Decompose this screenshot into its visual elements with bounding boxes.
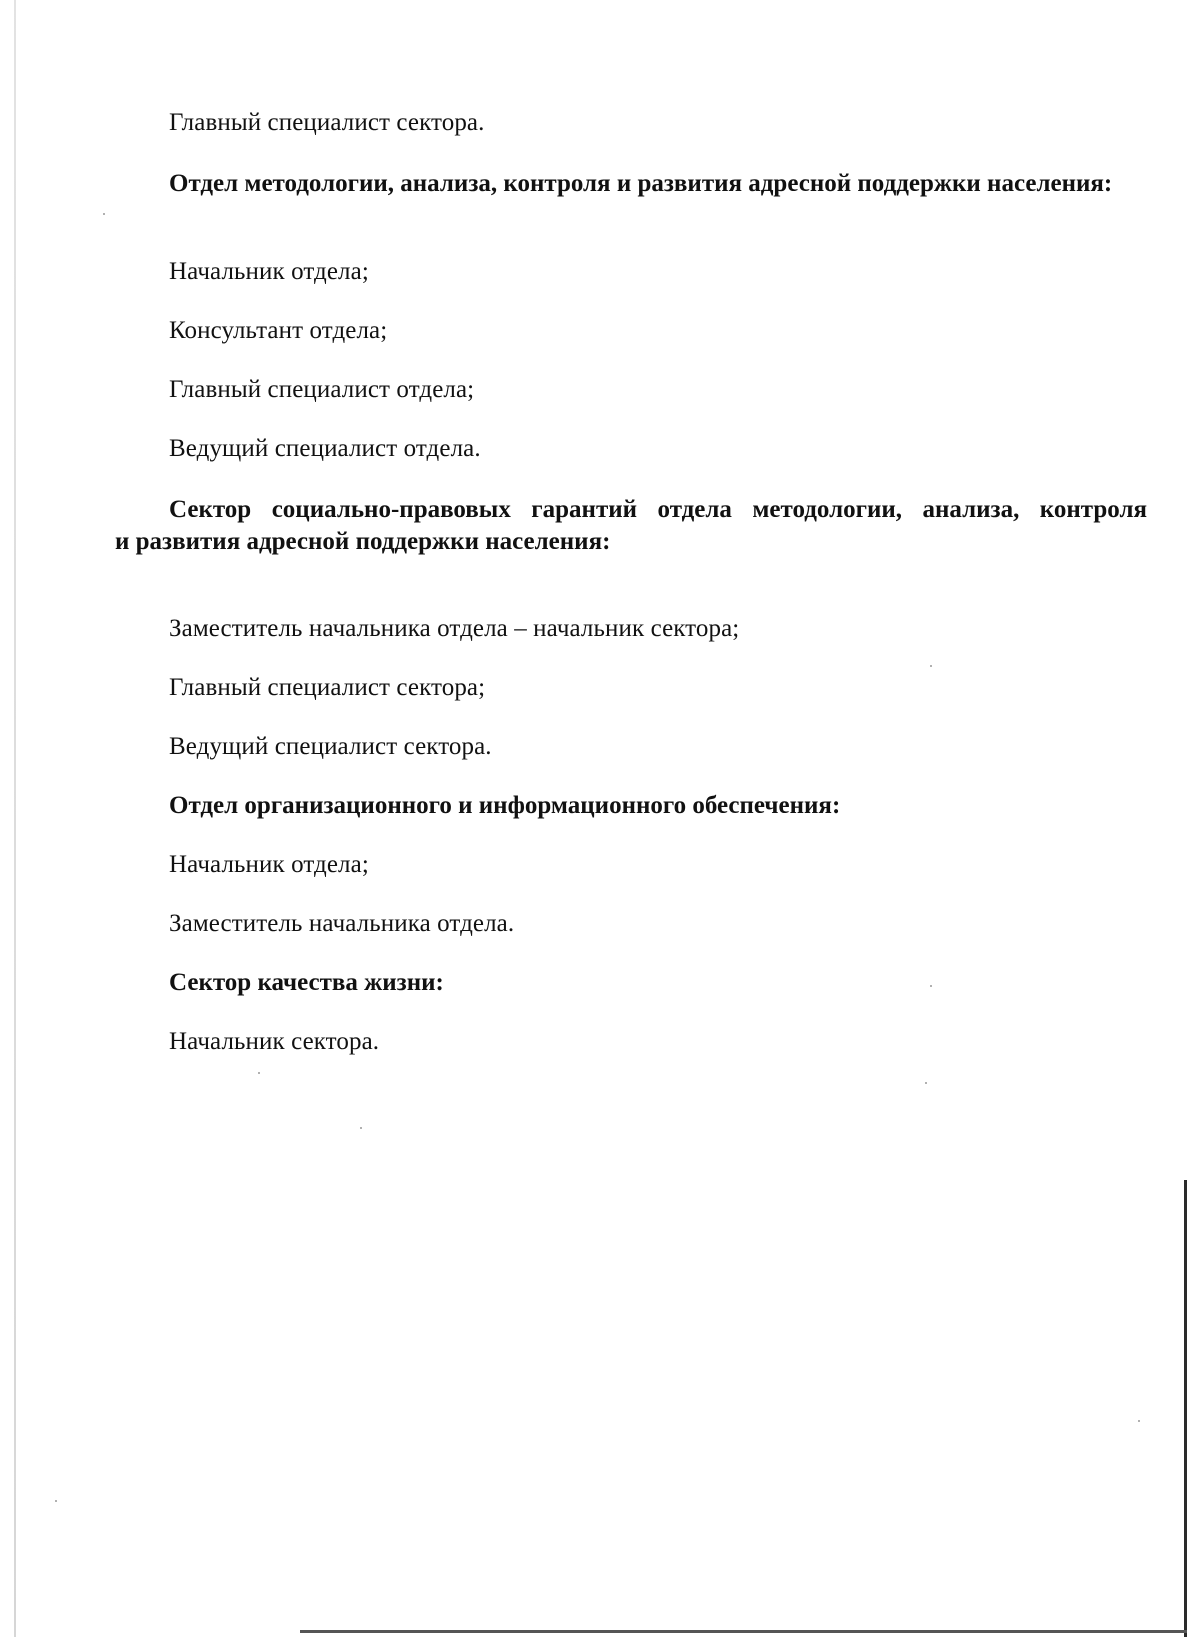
paragraph-deputy-head: Заместитель начальника отдела. — [169, 910, 515, 937]
heading-organizational-department: Отдел организационного и информационного обеспечения: — [169, 792, 841, 819]
paragraph-leading-specialist-sector: Ведущий специалист сектора. — [169, 733, 492, 760]
paragraph-deputy-head-sector-head: Заместитель начальника отдела – начальник сектора; — [169, 615, 740, 642]
scan-speck — [258, 1072, 260, 1074]
scan-speck — [360, 1127, 362, 1129]
heading-line: Сектор социально-правовых гарантий отдела методологии, анализа, контроля — [169, 496, 1147, 523]
paragraph-head-of-department: Начальник отдела; — [169, 258, 369, 285]
heading-social-legal-sector — [115, 494, 1147, 558]
paragraph-consultant: Консультант отдела; — [169, 317, 388, 344]
paragraph-chief-specialist-sector: Главный специалист сектора. — [169, 109, 485, 136]
scan-speck — [925, 1082, 927, 1084]
heading-methodology-department: Отдел методологии, анализа, контроля и развития адресной поддержки населения: — [169, 170, 1113, 197]
scan-speck — [930, 665, 932, 667]
scan-right-edge — [1184, 1180, 1187, 1637]
paragraph-head-of-sector: Начальник сектора. — [169, 1028, 380, 1055]
heading-quality-of-life-sector: Сектор качества жизни: — [169, 969, 444, 996]
paragraph-leading-specialist-department: Ведущий специалист отдела. — [169, 435, 481, 462]
scan-bottom-edge — [300, 1630, 1187, 1633]
scan-speck — [103, 213, 105, 215]
paragraph-head-of-department-2: Начальник отдела; — [169, 851, 369, 878]
paragraph-chief-specialist-sector-2: Главный специалист сектора; — [169, 674, 486, 701]
heading-line: и развития адресной поддержки населения: — [115, 528, 611, 555]
scan-speck — [1138, 1420, 1140, 1422]
scan-left-edge — [14, 0, 16, 1637]
scan-speck — [55, 1500, 57, 1502]
paragraph-chief-specialist-department: Главный специалист отдела; — [169, 376, 475, 403]
